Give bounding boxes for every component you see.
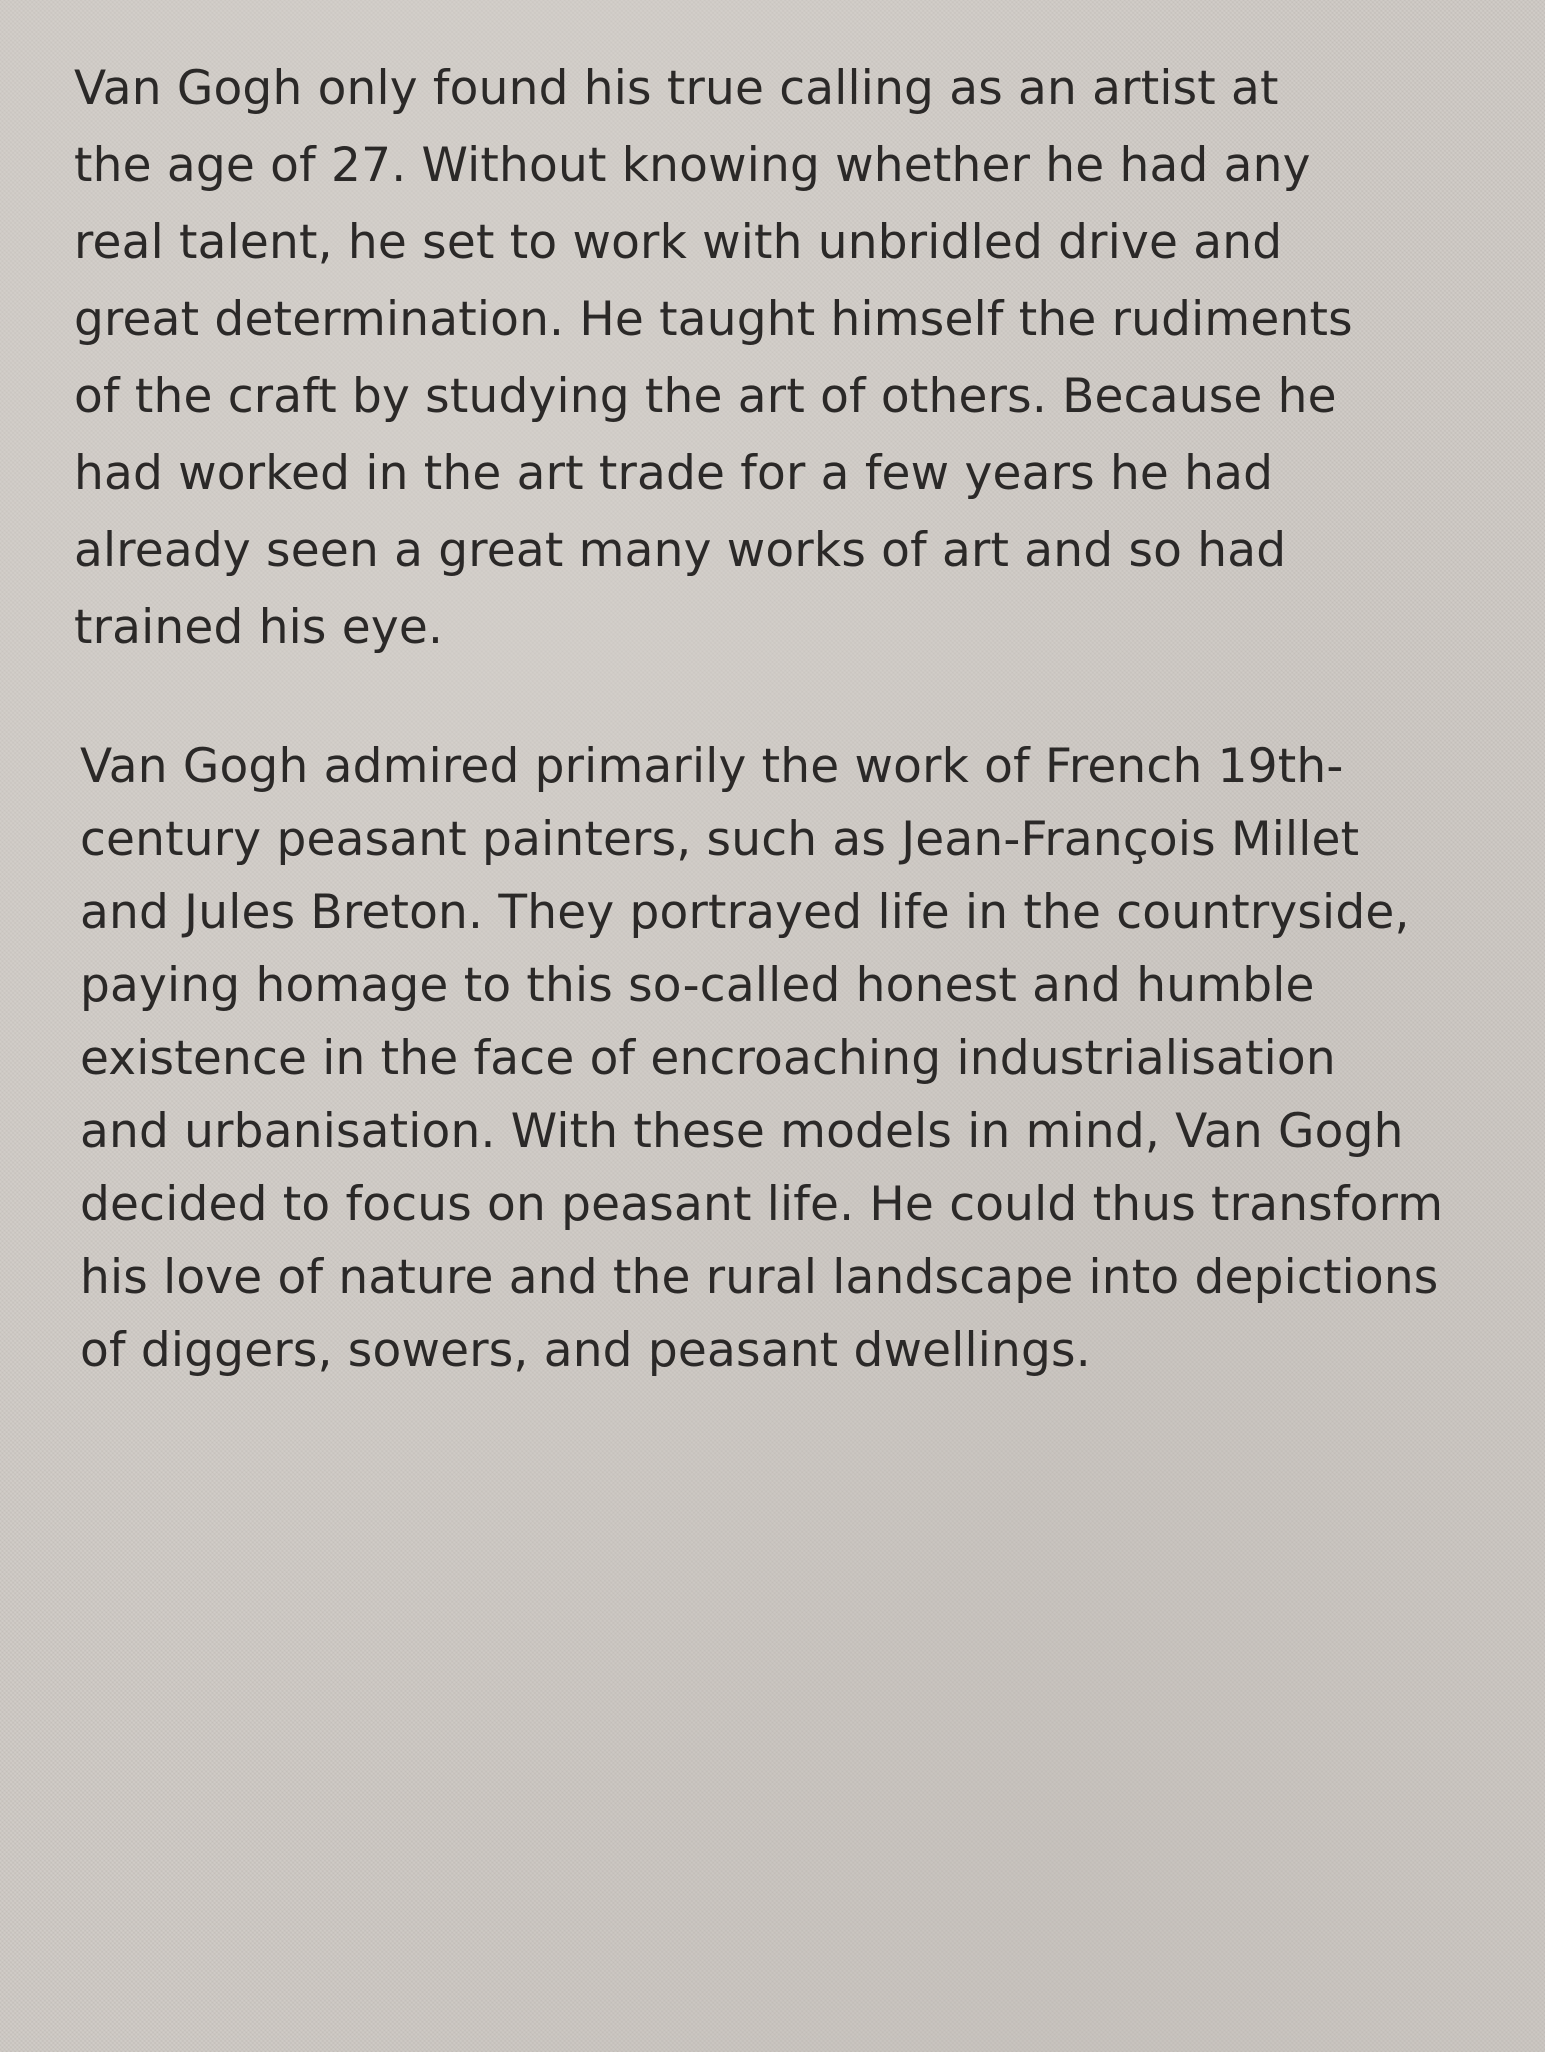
text-line: real talent, he set to work with unbridled drive and xyxy=(74,215,1283,270)
paragraph-peasant-painters xyxy=(74,730,1534,1387)
text-line: century peasant painters, such as Jean-François Millet xyxy=(80,812,1360,867)
text-line: and Jules Breton. They portrayed life in the countryside, xyxy=(80,885,1410,940)
wall-text-panel xyxy=(74,50,1534,1387)
text-line: of diggers, sowers, and peasant dwellings. xyxy=(80,1323,1091,1378)
text-line: and urbanisation. With these models in mind, Van Gogh xyxy=(80,1104,1404,1159)
text-line: of the craft by studying the art of others. Because he xyxy=(74,369,1337,424)
text-line: great determination. He taught himself the rudiments xyxy=(74,292,1353,347)
text-line: existence in the face of encroaching industrialisation xyxy=(80,1031,1336,1086)
text-line: trained his eye. xyxy=(74,600,444,655)
text-line: had worked in the art trade for a few years he had xyxy=(74,446,1274,501)
text-line: Van Gogh only found his true calling as an artist at xyxy=(74,61,1279,116)
text-line: paying homage to this so-called honest and humble xyxy=(80,958,1315,1013)
text-line: already seen a great many works of art and so had xyxy=(74,523,1287,578)
text-line: Van Gogh admired primarily the work of French 19th- xyxy=(80,739,1344,794)
text-line: decided to focus on peasant life. He could thus transform xyxy=(80,1177,1444,1232)
text-line: his love of nature and the rural landscape into depictions xyxy=(80,1250,1439,1305)
paragraph-early-career xyxy=(74,50,1534,666)
text-line: the age of 27. Without knowing whether he had any xyxy=(74,138,1311,193)
